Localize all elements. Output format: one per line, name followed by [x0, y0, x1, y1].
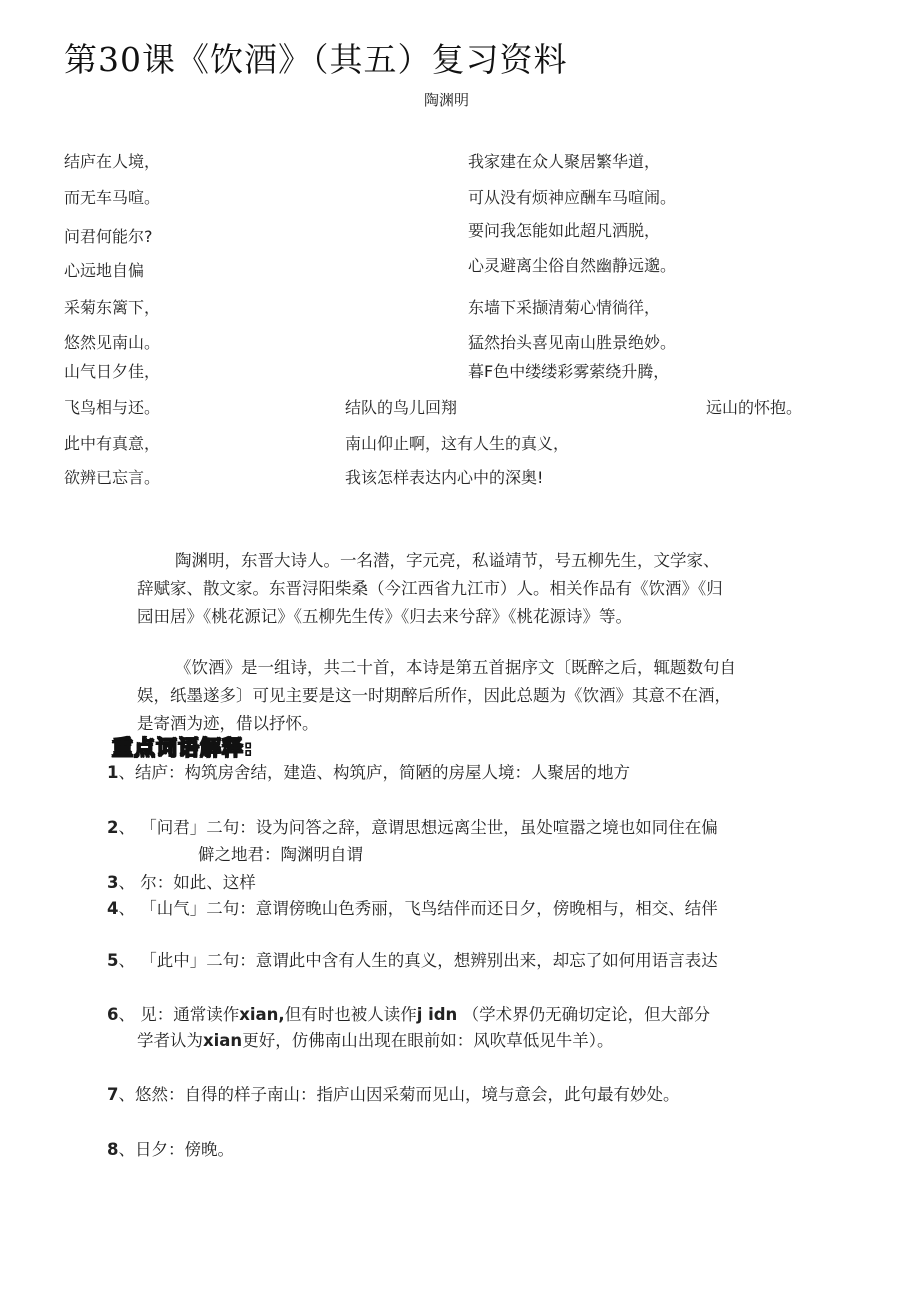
paragraph-line: 陶渊明，东晋大诗人。一名潜，字元亮，私谥靖节，号五柳先生，文学家、 [175, 551, 720, 570]
glossary-item [107, 1136, 234, 1160]
translation-line: 我该怎样表达内心中的深奥! [345, 468, 544, 487]
item-separator: 、 [118, 1140, 135, 1159]
item-text: （学术界仍无确切定论，但大部分 [462, 1005, 711, 1024]
poem-line: 采菊东篱下， [64, 298, 161, 317]
poem-line: 心远地自偏 [64, 261, 145, 280]
glossary-heading: 重点词语解释: [112, 736, 254, 760]
translation-line: 暮F色中缕缕彩雾萦绕升腾， [468, 362, 670, 381]
poem-line: 此中有真意， [64, 434, 161, 453]
paragraph-line: 是寄酒为迹，借以抒怀。 [137, 714, 319, 733]
paragraph-line: 娱，纸墨遂多〕可见主要是这一时期醉后所作，因此总题为《饮酒》其意不在酒， [137, 686, 731, 705]
item-separator: 、 [118, 818, 135, 837]
translation-line: 东墙下采撷清菊心情徜徉， [468, 298, 661, 317]
item-text: 「山气」二句：意谓傍晚山色秀丽，飞鸟结伴而还日夕，傍晚相与，相交、结伴 [140, 899, 718, 918]
translation-line: 我家建在众人聚居繁华道， [468, 152, 661, 171]
item-text: 悠然：自得的样子南山：指庐山因采菊而见山，境与意会，此句最有妙处。 [134, 1085, 680, 1104]
item-number: 7 [107, 1085, 119, 1104]
poem-line: 飞鸟相与还。 [64, 398, 161, 417]
paragraph-line: 辞赋家、散文家。东晋浔阳柴桑（今江西省九江市）人。相关作品有《饮酒》《归 [137, 579, 723, 598]
glossary-item [107, 1001, 710, 1025]
item-text: 日夕：傍晚。 [134, 1140, 234, 1159]
item-text: 更好，仿佛南山出现在眼前如：风吹草低见牛羊）。 [242, 1031, 614, 1050]
pinyin-reading: xian, [239, 1005, 285, 1024]
poem-line: 悠然见南山。 [64, 333, 161, 352]
poem-line: 而无车马喧。 [64, 188, 161, 207]
item-separator: 、 [118, 1005, 135, 1024]
item-number: 8 [107, 1140, 119, 1159]
pinyin-reading: xian [203, 1031, 243, 1050]
glossary-item [107, 1081, 679, 1105]
item-number: 5 [107, 951, 119, 970]
poem-line: 结庐在人境， [64, 152, 161, 171]
paragraph-line: 《饮酒》是一组诗，共二十首，本诗是第五首据序文〔既醉之后，辄题数句自 [175, 658, 736, 677]
item-separator: 、 [118, 873, 135, 892]
paragraph-line: 园田居》《桃花源记》《五柳先生传》《归去来兮辞》《桃花源诗》等。 [137, 607, 632, 626]
item-number: 1 [107, 763, 119, 782]
translation-line: 远山的怀抱。 [706, 398, 803, 417]
item-number: 4 [107, 899, 119, 918]
item-separator: 、 [118, 763, 135, 782]
item-separator: 、 [118, 951, 135, 970]
item-text: 尔：如此、这样 [140, 873, 256, 892]
glossary-item-continuation [137, 1027, 613, 1051]
author-name: 陶渊明 [424, 91, 470, 109]
item-number: 3 [107, 873, 119, 892]
translation-line: 结队的鸟儿回翔 [345, 398, 458, 417]
intro-paragraph-poem [137, 654, 827, 738]
item-text: 「问君」二句：设为问答之辞，意谓思想远离尘世，虽处喧嚣之境也如同住在偏 [140, 818, 718, 837]
glossary-item [107, 947, 718, 971]
glossary-item [107, 759, 630, 783]
glossary-item-continuation: 僻之地君：陶渊明自谓 [198, 845, 363, 864]
item-text: 「此中」二句：意谓此中含有人生的真义，想辨别出来，却忘了如何用语言表达 [140, 951, 718, 970]
translation-line: 可从没有烦神应酬车马喧闹。 [468, 188, 677, 207]
translation-line: 猛然抬头喜见南山胜景绝妙。 [468, 333, 677, 352]
item-number: 2 [107, 818, 119, 837]
glossary-item [107, 869, 256, 893]
item-separator: 、 [118, 1085, 135, 1104]
translation-line: 南山仰止啊，这有人生的真义， [345, 434, 570, 453]
item-text: 见：通常读作 [140, 1005, 240, 1024]
translation-line: 要问我怎能如此超凡洒脱， [468, 221, 661, 240]
poem-line: 问君何能尔? [64, 227, 153, 246]
glossary-item [107, 814, 718, 838]
poem-line: 欲辨已忘言。 [64, 468, 161, 487]
item-text: 但有时也被人读作 [284, 1005, 417, 1024]
item-number: 6 [107, 1005, 119, 1024]
page-title: 第30课《饮酒》（其五）复习资料 [64, 40, 568, 79]
intro-paragraph-author [137, 547, 827, 631]
item-text: 结庐：构筑房舍结，建造、构筑庐，简陋的房屋人境：人聚居的地方 [134, 763, 630, 782]
pinyin-reading: j idn [416, 1005, 458, 1024]
item-text: 学者认为 [137, 1031, 203, 1050]
item-separator: 、 [118, 899, 135, 918]
translation-line: 心灵避离尘俗自然幽静远邈。 [468, 256, 677, 275]
glossary-item [107, 895, 718, 919]
poem-line: 山气日夕佳， [64, 362, 161, 381]
